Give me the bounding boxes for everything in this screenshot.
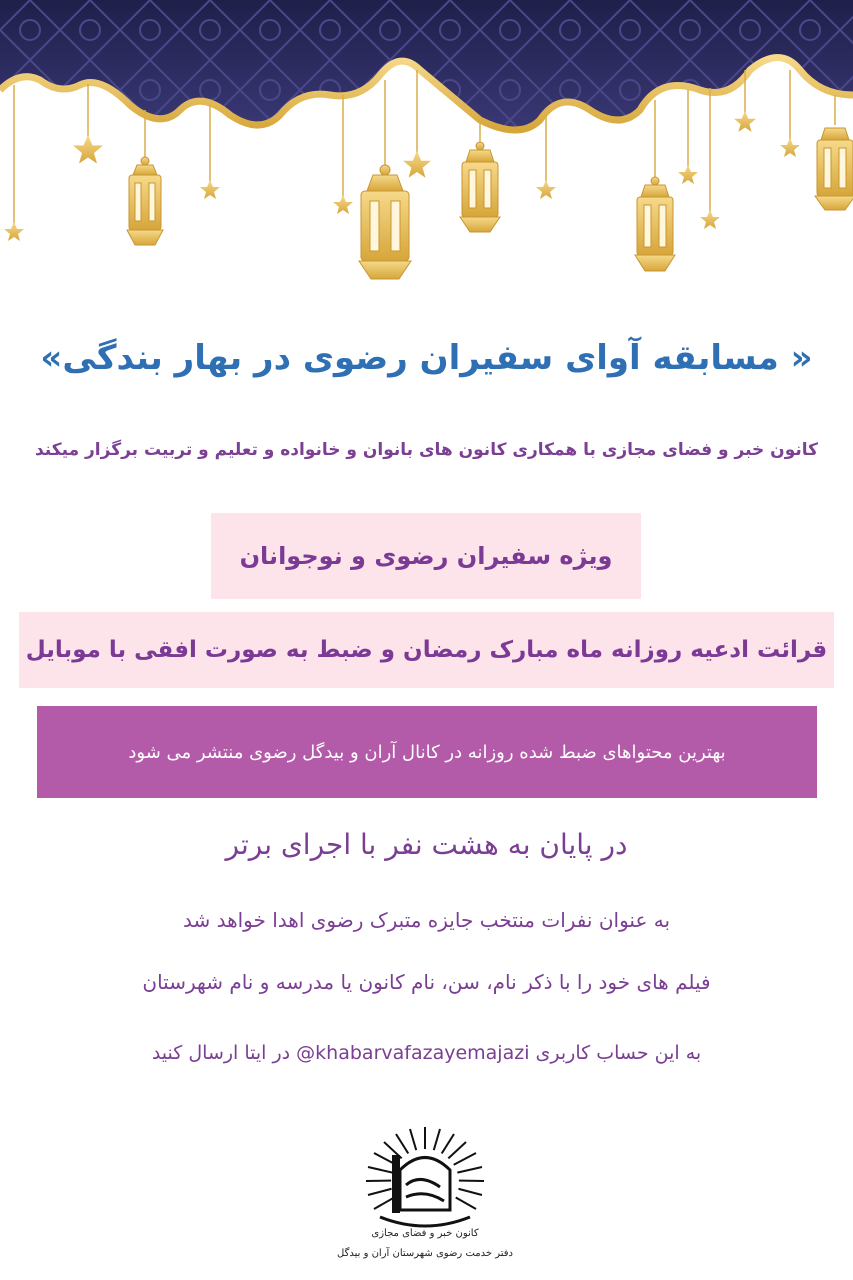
prize-line-2: به عنوان نفرات منتخب جایزه متبرک رضوی اهدا خواهد شد	[182, 908, 671, 932]
logo-caption-2: دفتر خدمت رضوی شهرستان آران و بیدگل	[337, 1248, 513, 1259]
instructions-line-2: به این حساب کاربری khabarvafazayemajazi@ در ایتا ارسال کنید	[151, 1042, 702, 1064]
audience-label: ویژه سفیران رضوی و نوجوانان	[239, 542, 613, 570]
instructions-line-1: فیلم های خود را با ذکر نام، سن، نام کانون یا مدرسه و نام شهرستان	[142, 970, 711, 994]
publish-box	[37, 706, 817, 798]
poster-title: « مسابقه آوای سفیران رضوی در بهار بندگی»	[40, 338, 813, 378]
logo-caption-1: کانون خبر و فضای مجازی	[371, 1228, 479, 1239]
prize-line-1: در پایان به هشت نفر با اجرای برتر	[225, 828, 628, 861]
poster-subtitle: کانون خبر و فضای مجازی با همکاری کانون های بانوان و خانواده و تعلیم و تربیت برگزار میکند	[34, 440, 819, 460]
ramadan-banner	[0, 0, 853, 310]
publish-label: بهترین محتواهای ضبط شده روزانه در کانال آران و بیدگل رضوی منتشر می شود	[128, 741, 726, 763]
task-label: قرائت ادعیه روزانه ماه مبارک رمضان و ضبط به صورت افقی با موبایل	[25, 637, 828, 663]
audience-box	[211, 513, 641, 599]
task-box	[19, 612, 834, 688]
